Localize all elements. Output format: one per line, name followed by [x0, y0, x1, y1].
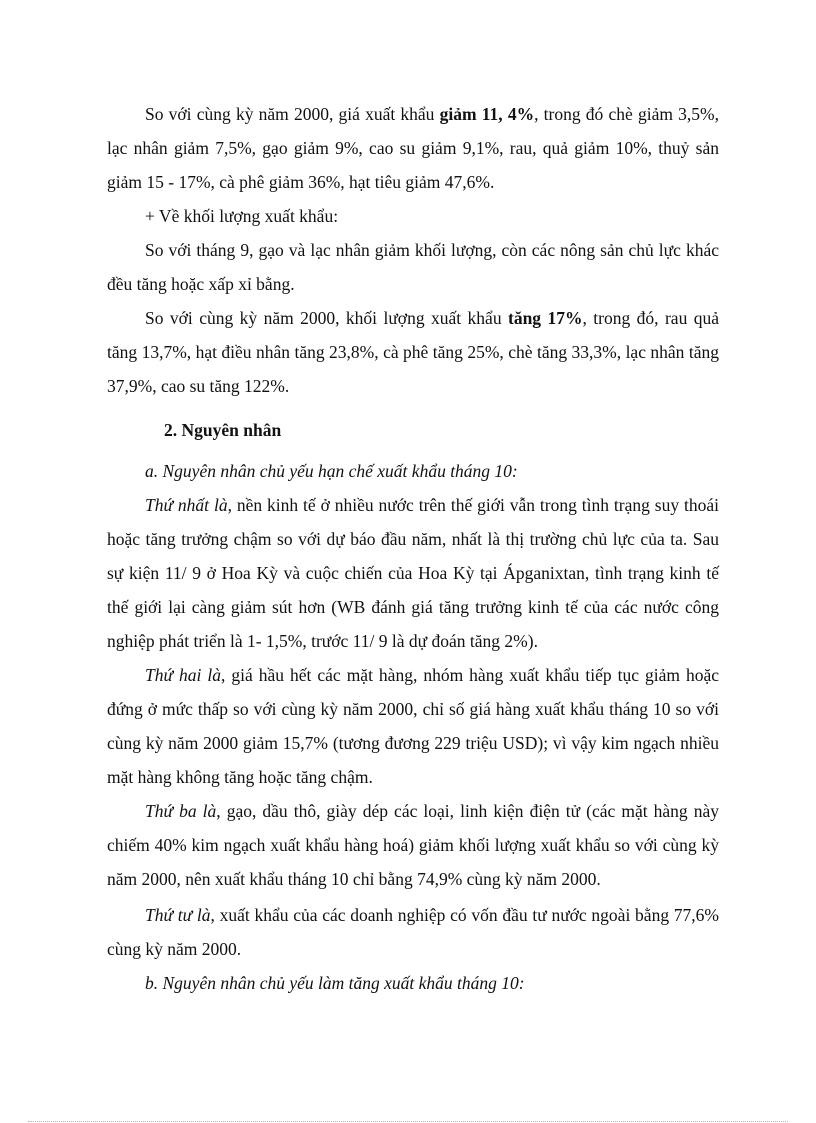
third-cause-lead: Thứ ba là: [145, 801, 217, 821]
paragraph-first-cause: [107, 488, 719, 658]
paragraph-vs-september: So với tháng 9, gạo và lạc nhân giảm khối lượng, còn các nông sản chủ lực khác đều tăng hoặc xấp xỉ bằng.: [107, 240, 719, 294]
paragraph-third-cause: [107, 794, 719, 896]
subheading-increasing-causes: b. Nguyên nhân chủ yếu làm tăng xuất khẩu tháng 10:: [145, 973, 525, 993]
volume-section-label: + Về khối lượng xuất khẩu:: [145, 206, 339, 226]
paragraph-export-volume: [107, 301, 719, 403]
second-cause-lead: Thứ hai là: [145, 665, 221, 685]
paragraph-export-price: [107, 97, 719, 199]
paragraph-export-price-post: , trong đó chè giảm 3,5%, lạc nhân giảm 7,5%, gạo giảm 9%, cao su giảm 9,1%, rau, quả giảm 10%, thuỷ sản giảm 15 - 17%, cà phê giảm 36%, hạt tiêu giảm 47,6%.: [107, 104, 719, 192]
paragraph-export-price-pre: So với cùng kỳ năm 2000, giá xuất khẩu: [145, 104, 440, 124]
paragraph-second-cause: [107, 658, 719, 794]
paragraph-fourth-cause: [107, 898, 719, 966]
paragraph-export-volume-post: , trong đó, rau quả tăng 13,7%, hạt điều nhân tăng 23,8%, cà phê tăng 25%, chè tăng 33,3%, lạc nhân tăng 37,9%, cao su tăng 122%.: [107, 308, 720, 396]
fourth-cause-lead: Thứ tư là: [145, 905, 211, 925]
fourth-cause-text: , xuất khẩu của các doanh nghiệp có vốn đầu tư nước ngoài bằng 77,6% cùng kỳ năm 2000.: [107, 905, 719, 959]
first-cause-lead: Thứ nhất là: [145, 495, 228, 515]
paragraph-export-volume-pre: So với cùng kỳ năm 2000, khối lượng xuất khẩu: [145, 308, 508, 328]
section-heading-causes: 2. Nguyên nhân: [164, 420, 282, 440]
volume-increase-emphasis: tăng 17%: [508, 308, 583, 328]
third-cause-text: , gạo, dầu thô, giày dép các loại, linh kiện điện tử (các mặt hàng này chiếm 40% kim ngạch xuất khẩu hàng hoá) giảm khối lượng xuất khẩu so với cùng kỳ năm 2000, nên xuất khẩu tháng 10 chỉ bằng 74,9% cùng kỳ năm 2000.: [107, 801, 719, 889]
first-cause-text: , nền kinh tế ở nhiều nước trên thế giới vẫn trong tình trạng suy thoái hoặc tăng trưởng chậm so với dự báo đầu năm, nhất là thị trường chủ lực của ta. Sau sự kiện 11/ 9 ở Hoa Kỳ và cuộc chiến của Hoa Kỳ tại Ápganixtan, tình trạng kinh tế thế giới lại càng giảm sút hơn (WB đánh giá tăng trưởng kinh tế của các nước công nghiệp phát triển là 1- 1,5%, trước 11/ 9 là dự đoán tăng 2%).: [107, 495, 719, 651]
subheading-limiting-causes: a. Nguyên nhân chủ yếu hạn chế xuất khẩu tháng 10:: [145, 461, 518, 481]
second-cause-text: , giá hầu hết các mặt hàng, nhóm hàng xuất khẩu tiếp tục giảm hoặc đứng ở mức thấp so với cùng kỳ năm 2000, chỉ số giá hàng xuất khẩu tháng 10 so với cùng kỳ năm 2000 giảm 15,7% (tương đương 229 triệu USD); vì vậy kim ngạch nhiều mặt hàng không tăng hoặc tăng chậm.: [107, 665, 719, 787]
page-bottom-divider: [28, 1121, 788, 1122]
price-decrease-emphasis: giảm 11, 4%: [439, 104, 535, 124]
